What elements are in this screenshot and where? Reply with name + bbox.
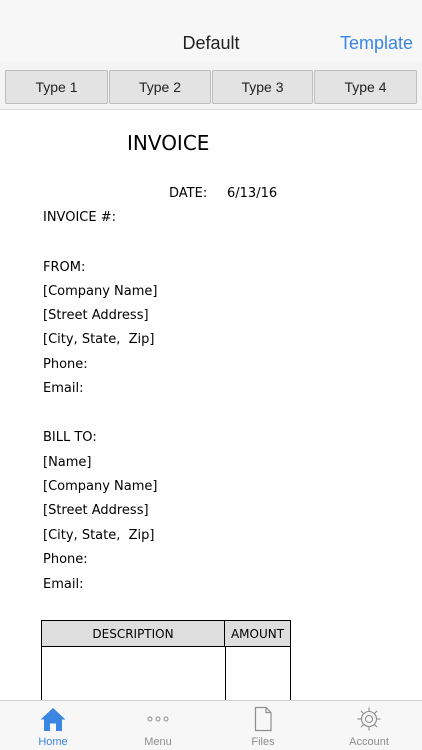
bill-to-company: [Company Name] [43, 479, 158, 494]
bill-to-street: [Street Address] [43, 503, 149, 518]
type-3-button[interactable]: Type 3 [212, 70, 313, 104]
tab-bar [0, 700, 422, 750]
from-street: [Street Address] [43, 308, 149, 323]
invoice-number-label: INVOICE #: [43, 210, 116, 225]
tab-account-label: Account [349, 736, 389, 748]
bill-to-city: [City, State, Zip] [43, 528, 155, 543]
tab-home-label: Home [38, 736, 68, 748]
description-header: DESCRIPTION [42, 621, 225, 647]
gear-icon [355, 706, 383, 737]
column-divider [225, 647, 226, 700]
from-company: [Company Name] [43, 284, 158, 299]
type-1-button[interactable]: Type 1 [5, 70, 108, 104]
type-selector [0, 62, 422, 110]
tab-menu[interactable] [118, 701, 198, 750]
amount-header: AMOUNT [225, 621, 290, 647]
house-icon [39, 706, 67, 737]
tab-menu-label: Menu [144, 736, 172, 748]
tab-account[interactable] [329, 701, 409, 750]
invoice-document[interactable] [0, 111, 422, 700]
tab-home[interactable] [13, 701, 93, 750]
tab-files[interactable] [223, 701, 303, 750]
date-label: DATE: [169, 186, 208, 201]
bill-to-heading: BILL TO: [43, 430, 97, 445]
from-heading: FROM: [43, 260, 86, 275]
template-button[interactable]: Template [339, 33, 413, 53]
from-phone: Phone: [43, 357, 88, 372]
nav-title: Default [182, 33, 240, 53]
type-2-button[interactable]: Type 2 [109, 70, 211, 104]
tab-files-label: Files [251, 736, 275, 748]
from-email: Email: [43, 381, 84, 396]
navigation-bar [0, 0, 422, 62]
bill-to-email: Email: [43, 577, 84, 592]
line-items-table [41, 620, 291, 700]
invoice-title: INVOICE [127, 131, 210, 155]
ellipsis-icon [144, 706, 172, 737]
bill-to-phone: Phone: [43, 552, 88, 567]
document-icon [249, 706, 277, 737]
from-city: [City, State, Zip] [43, 332, 155, 347]
date-value: 6/13/16 [227, 186, 278, 201]
bill-to-name: [Name] [43, 455, 92, 470]
type-4-button[interactable]: Type 4 [314, 70, 417, 104]
